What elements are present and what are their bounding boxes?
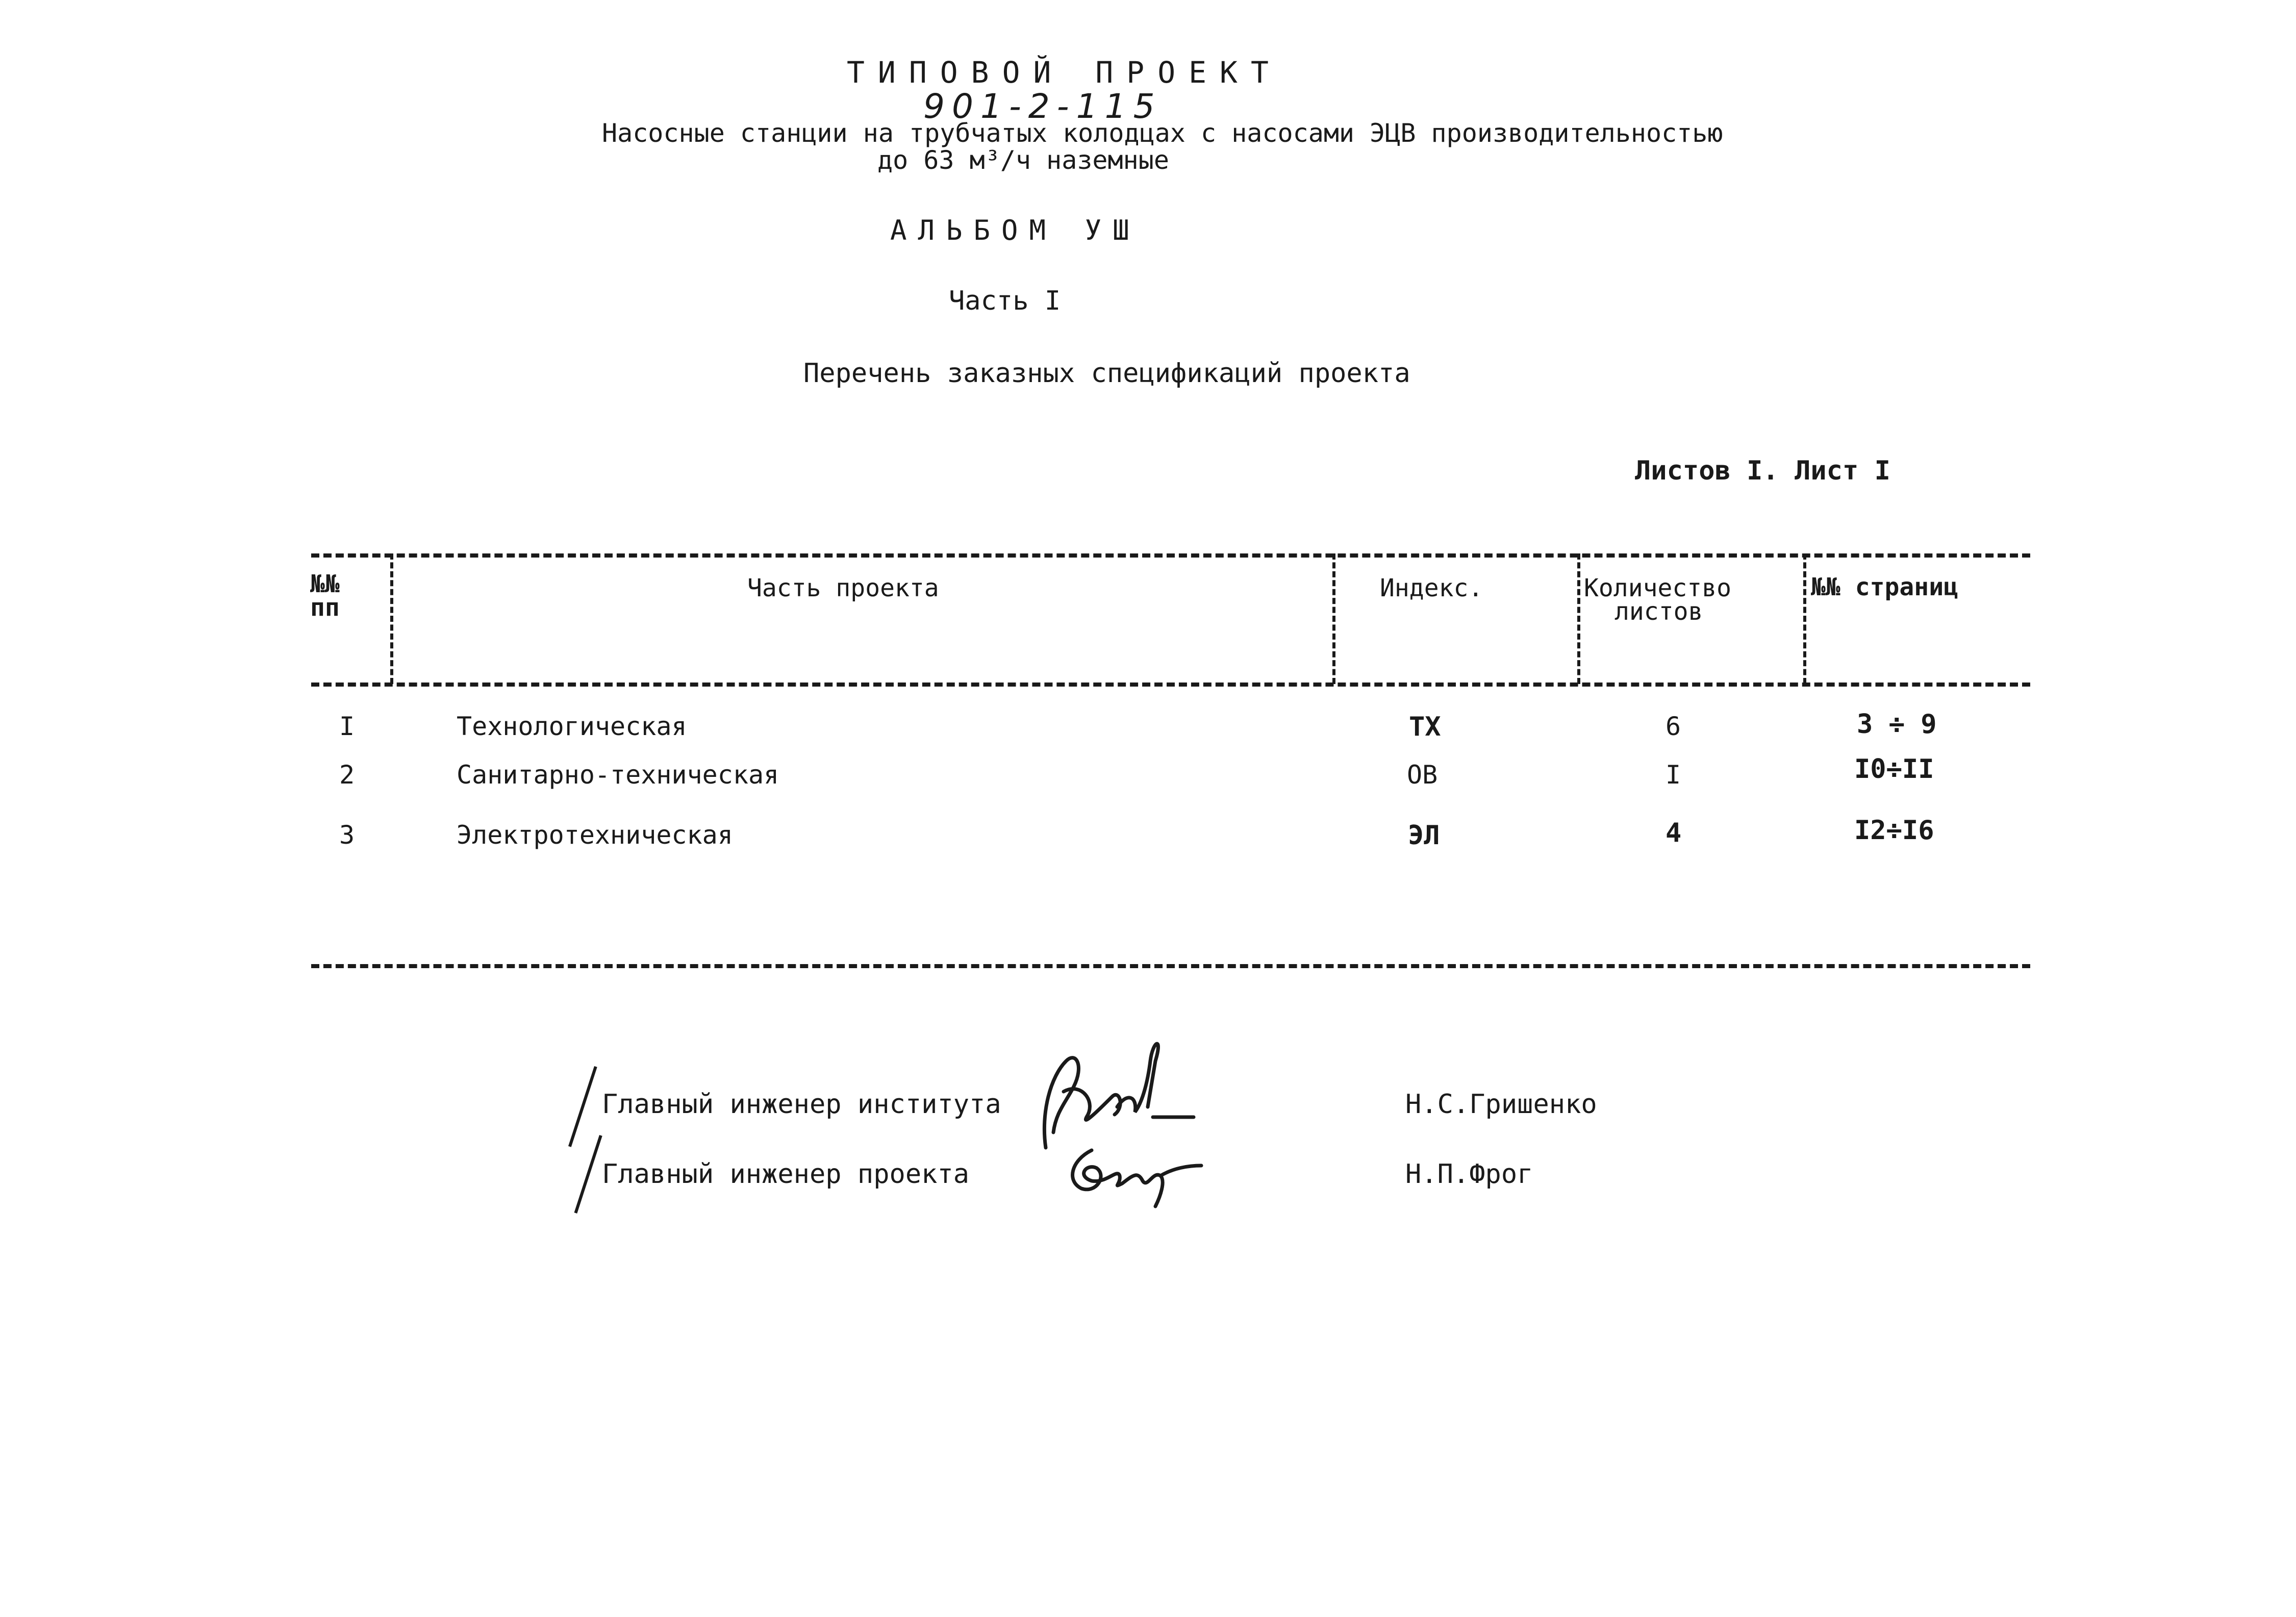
project-description-line2: до 63 м³/ч наземные (877, 145, 1169, 175)
header-pages: №№ страниц (1811, 573, 1958, 601)
header-part: Часть проекта (747, 574, 939, 602)
row-part: Технологическая (457, 712, 687, 741)
row-pages: 3 ÷ 9 (1857, 709, 1937, 740)
table-column-divider (1577, 553, 1580, 684)
header-num (310, 570, 340, 622)
row-pages: I2÷I6 (1854, 815, 1934, 846)
row-sheets: I (1666, 760, 1681, 790)
table-column-divider (1803, 553, 1806, 684)
row-pages: I0÷II (1854, 754, 1934, 785)
row-sheets: 4 (1666, 818, 1682, 848)
table-column-divider (390, 553, 393, 684)
signature-name: Н.С.Гришенко (1405, 1089, 1597, 1120)
header-index: Индекс. (1380, 574, 1483, 602)
row-num: 3 (339, 820, 355, 850)
header-num-line1: №№ (310, 570, 340, 598)
handwritten-signature-project (1061, 1140, 1214, 1211)
row-num: I (339, 712, 355, 741)
signature-slash (574, 1135, 602, 1214)
signature-name: Н.П.Фрог (1405, 1159, 1533, 1190)
row-part: Санитарно-техническая (457, 760, 779, 790)
row-index: ТХ (1409, 712, 1441, 742)
row-sheets: 6 (1666, 712, 1681, 741)
row-index: ЭЛ (1408, 820, 1440, 851)
project-number: 901-2-115 (923, 87, 1162, 126)
signature-slash (568, 1066, 597, 1147)
row-index: ОВ (1407, 760, 1438, 790)
sheets-info: Листов I. Лист I (1635, 456, 1890, 486)
table-top-border (311, 553, 2030, 558)
signature-role: Главный инженер проекта (602, 1159, 970, 1190)
list-title: Перечень заказных спецификаций проекта (803, 358, 1410, 389)
row-num: 2 (339, 760, 355, 790)
table-header-bottom-border (311, 683, 2030, 687)
header-sheets (1584, 574, 1731, 626)
table-column-divider (1332, 553, 1335, 684)
header-sheets-line1: Количество (1584, 574, 1731, 602)
signature-role: Главный инженер института (602, 1089, 1001, 1120)
header-num-line2: пп (310, 593, 340, 622)
row-part: Электротехническая (457, 820, 733, 850)
document-title: ТИПОВОЙ ПРОЕКТ (847, 55, 1282, 90)
album-label: АЛЬБОМ УШ (890, 214, 1141, 246)
header-sheets-line2: листов (1614, 597, 1703, 626)
part-label: Часть I (949, 286, 1061, 316)
project-description-line1: Насосные станции на трубчатых колодцах с насосами ЭЦВ производительностью (602, 118, 1723, 148)
table-bottom-border (311, 964, 2030, 968)
